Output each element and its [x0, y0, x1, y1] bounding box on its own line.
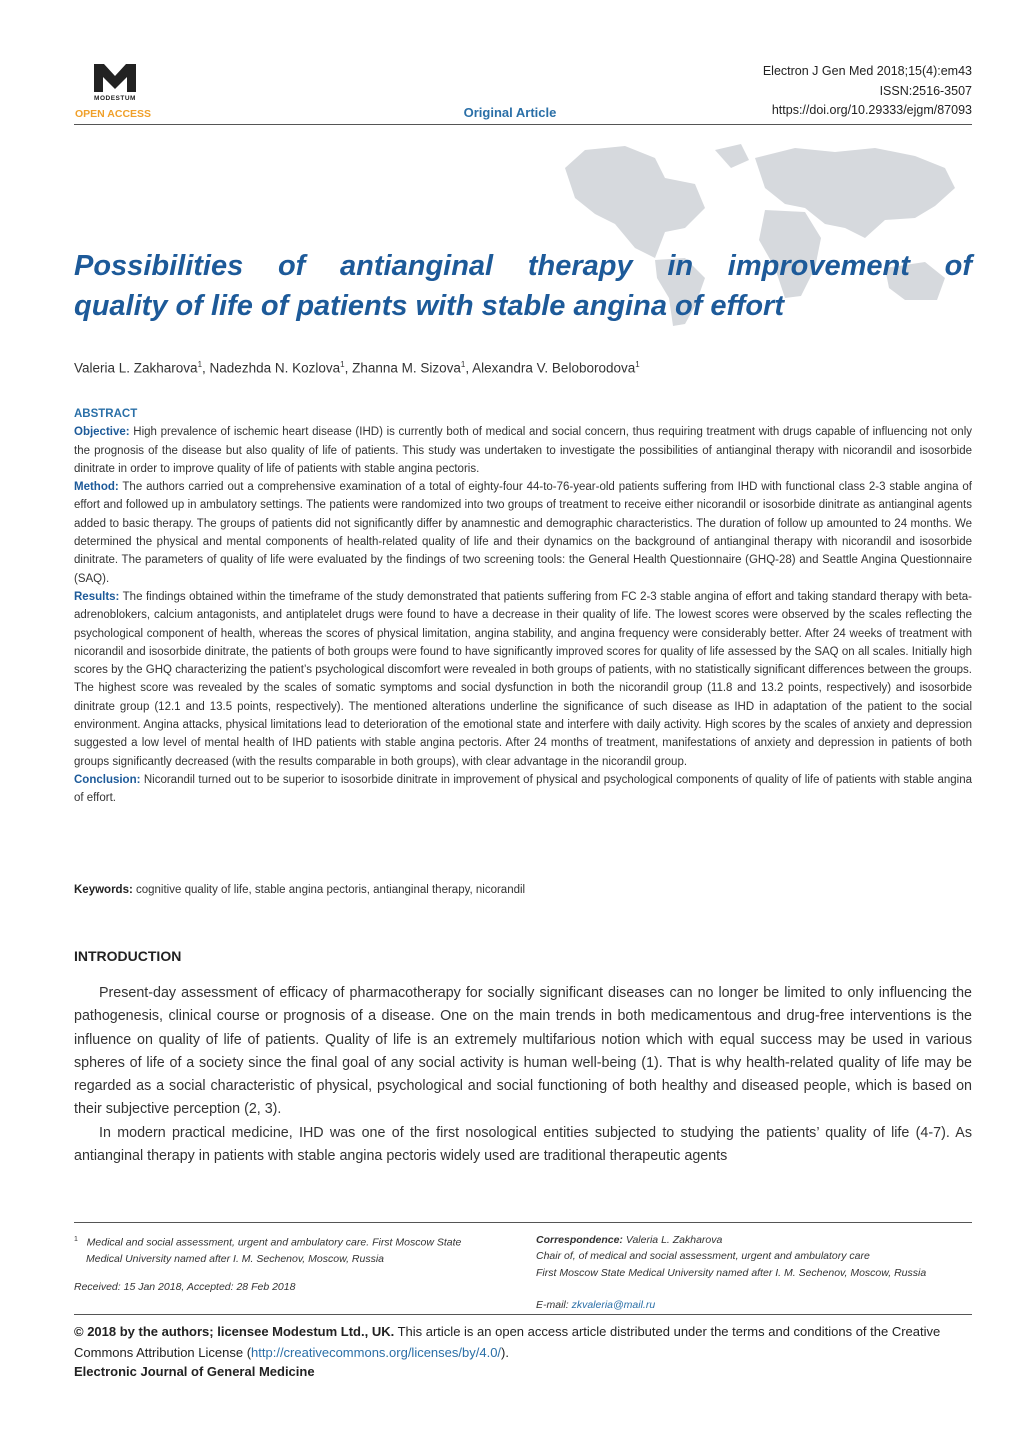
- received-dates: Received: 15 Jan 2018, Accepted: 28 Feb 2018: [74, 1281, 296, 1293]
- abstract-section-text: The authors carried out a comprehensive examination of a total of eighty-four 44-to-76-year-old patients suffering from IHD with functional class 2-3 stable angina of effort and followed up in ambulatory settings. The patients were randomized into two groups of treatment to receive either nicorandil or isosorbide dinitrate as antianginal agents added to basic therapy. The groups of patients did not significantly differ by anamnestic and demographic characteristics. The duration of follow up amounted to 24 months. We determined the physical and mental components of health-related quality of life and their dynamics on the background of antianginal therapy with nicorandil and isosorbide dinitrate. The parameters of quality of life were evaluated by the findings of two screening tools: the General Health Questionnaire (GHQ-28) and Seattle Angina Questionnaire (SAQ).: [74, 481, 972, 585]
- article-title-line2: quality of life of patients with stable angina of effort: [74, 290, 785, 322]
- introduction-body: [74, 982, 972, 1168]
- abstract-section-label: Method:: [74, 481, 119, 494]
- abstract-section-label: Objective:: [74, 426, 130, 439]
- author-affiliation-mark: 1: [460, 360, 466, 369]
- abstract-section-text: High prevalence of ischemic heart disease (IHD) is currently both of medical and social concern, thus requiring treatment with drugs capable of influencing not only the prognosis of the disease but also quality of life of patients. This study was undertaken to investigate the possibilities of antianginal therapy with nicorandil and isosorbide dinitrate in order to improve quality of life of patients with stable angina pectoris.: [74, 426, 972, 475]
- abstract-conclusion: [74, 771, 972, 808]
- author-affiliation-mark: 1: [340, 360, 345, 369]
- header-divider: [74, 124, 972, 125]
- author-separator: ,: [202, 360, 210, 376]
- license-text-end: ).: [501, 1344, 509, 1360]
- correspondence-line: First Moscow State Medical University named after I. M. Sechenov, Moscow, Russia: [536, 1266, 927, 1279]
- abstract-results: [74, 588, 972, 771]
- correspondence-name: Valeria L. Zakharova: [622, 1234, 723, 1246]
- author-separator: ,: [344, 360, 353, 376]
- email-label: E-mail:: [536, 1298, 572, 1311]
- body-paragraph: Present-day assessment of efficacy of pharmacotherapy for socially significant diseases can no longer be limited to only influencing the pathogenesis, clinical course or prognosis of a disease. One on the main trends in both medicamentous and drug-free interventions is the influence on quality of life of patients. Quality of life is an extremely multifarious notion which with equal success may be used in various spheres of life of a society since the final goal of any social activity is human well-being (1). That is why health-related quality of life may be regarded as a social characteristic of physical, psychological and social functioning of both healthy and diseased people, which is based on their subjective perception (2, 3).: [74, 985, 972, 1118]
- author-name: Nadezhda N. Kozlova: [209, 360, 341, 376]
- correspondence-line: Chair of, of medical and social assessment, urgent and ambulatory care: [536, 1250, 870, 1263]
- author-list: [74, 360, 640, 376]
- correspondence-label: Correspondence:: [536, 1234, 623, 1246]
- journal-name: Electronic Journal of General Medicine: [74, 1364, 315, 1379]
- author-name: Zhanna M. Sizova: [352, 360, 461, 376]
- modestum-logo-icon: [92, 60, 138, 94]
- affiliation-footnote: [74, 1232, 524, 1267]
- article-title: [74, 246, 972, 326]
- abstract-objective: [74, 423, 972, 478]
- citation-block: [763, 62, 972, 121]
- abstract: [74, 405, 972, 808]
- introduction-heading: INTRODUCTION: [74, 948, 182, 964]
- author-separator: ,: [465, 360, 473, 376]
- keywords: [74, 884, 972, 896]
- open-access-label: OPEN ACCESS: [75, 108, 152, 120]
- license-text: This article is an open access article distributed under the terms and conditions of the Creative Commons Attribution License (: [74, 1324, 941, 1360]
- license-link[interactable]: http://creativecommons.org/licenses/by/4.0/: [251, 1344, 502, 1360]
- publisher-name: MODESTUM: [94, 95, 136, 102]
- doi-link[interactable]: https://doi.org/10.29333/ejgm/87093: [771, 103, 972, 117]
- affiliation-line: Medical University named after I. M. Sechenov, Moscow, Russia: [86, 1252, 385, 1265]
- author-name: Valeria L. Zakharova: [74, 360, 198, 376]
- license-divider: [74, 1314, 972, 1315]
- affiliation-mark: 1: [74, 1236, 78, 1243]
- article-title-line1: Possibilities of antianginal therapy in improvement of: [74, 250, 972, 282]
- publisher-logo: [75, 60, 155, 102]
- body-paragraph: In modern practical medicine, IHD was one of the first nosological entities subjected to studying the patients’ quality of life (4-7). As antianginal therapy in patients with stable angina pectoris widely used are traditional therapeutic agents: [74, 1124, 972, 1165]
- correspondence-footnote: [536, 1232, 976, 1313]
- abstract-section-label: Results:: [74, 590, 120, 603]
- author-affiliation-mark: 1: [197, 360, 203, 369]
- email-link[interactable]: zkvaleria@mail.ru: [571, 1298, 656, 1311]
- affiliation-line: Medical and social assessment, urgent and ambulatory care. First Moscow State: [86, 1236, 462, 1249]
- abstract-section-label: Conclusion:: [74, 773, 141, 786]
- citation: Electron J Gen Med 2018;15(4):em43: [762, 64, 972, 78]
- author-name: Alexandra V. Beloborodova: [472, 360, 636, 376]
- issn: ISSN:2516-3507: [879, 83, 972, 98]
- abstract-section-text: Nicorandil turned out to be superior to isosorbide dinitrate in improvement of physical and psychological components of quality of life of patients with stable angina of effort.: [74, 773, 972, 805]
- keywords-text: cognitive quality of life, stable angina pectoris, antianginal therapy, nicorandil: [132, 884, 526, 896]
- article-type: Original Article: [463, 105, 557, 120]
- keywords-label: Keywords:: [74, 884, 133, 896]
- copyright-line: © 2018 by the authors; licensee Modestum Ltd., UK.: [74, 1324, 395, 1339]
- abstract-heading: ABSTRACT: [74, 408, 138, 420]
- footnote-divider: [74, 1222, 972, 1223]
- license-notice: [74, 1322, 972, 1363]
- abstract-method: [74, 478, 972, 588]
- abstract-section-text: The findings obtained within the timeframe of the study demonstrated that patients suffering from FC 2-3 stable angina of effort and taking standard therapy with beta-adrenoblokers, calcium antagonists, and antiplatelet drugs were found to have a decrease in their quality of life. The lowest scores were observed by the scales reflecting the psychological component of health, whereas the scores of physical limitation, angina stability, and angina frequency were considerably better. After 24 weeks of treatment with nicorandil and isosorbide dinitrate, the patients of both groups were found to have significantly improved scores for quality of life assessed by the SAQ on all scales. Initially high scores by the GHQ characterizing the patient’s psychological discomfort were revealed in both groups of patients, with no statistically significant differences between the groups. The highest score was revealed by the scales of somatic symptoms and social dysfunction in both the nicorandil group (11.8 and 13.2 points, respectively) and isosorbide dinitrate group (12.1 and 13.5 points, respectively). The mentioned alterations underline the significance of such disease as IHD in adaptation of the patient to the social environment. Angina attacks, physical limitations lead to deterioration of the emotional state and interfere with daily activity. High scores by the scales of anxiety and depression suggested a low level of mental health of IHD patients with stable angina pectoris. After 24 months of treatment, manifestations of anxiety and depression in patients of both groups significantly decreased (with the results comparable in both groups), with clear advantage in the nicorandil group.: [74, 590, 972, 768]
- author-affiliation-mark: 1: [635, 360, 640, 369]
